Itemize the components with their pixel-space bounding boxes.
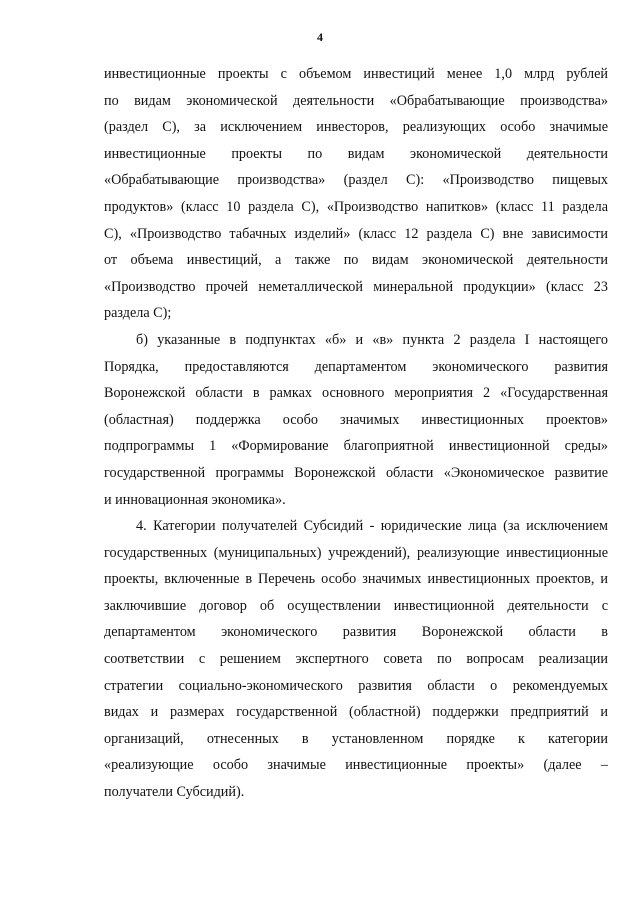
text-line: и инновационная экономика».	[104, 491, 286, 508]
text-line: государственных (муниципальных) учреждений), реализующие инвестиционные	[104, 544, 608, 561]
text-line: видах и размерах государственной (областной) поддержки предприятий и	[104, 704, 608, 721]
text-line: Порядка, предоставляются департаментом экономического развития	[104, 358, 608, 375]
text-line: инвестиционные проекты с объемом инвестиций менее 1,0 млрд рублей	[104, 66, 608, 82]
text-line: (областная) поддержка особо значимых инвестиционных проектов»	[104, 411, 608, 428]
text-line: б) указанные в подпунктах «б» и «в» пункта 2 раздела I настоящего	[136, 331, 608, 348]
text-line: соответствии с решением экспертного совета по вопросам реализации	[104, 651, 608, 668]
text-line: стратегии социально-экономического развития области о рекомендуемых	[104, 677, 608, 694]
body-text	[104, 61, 608, 806]
text-line: 4. Категории получателей Субсидий - юридические лица (за исключением	[136, 518, 608, 535]
page-number: 4	[317, 30, 323, 44]
text-line: «Обрабатывающие производства» (раздел С): «Производство пищевых	[104, 172, 608, 189]
text-line: по видам экономической деятельности «Обрабатывающие производства»	[104, 92, 608, 109]
text-line: организаций, отнесенных в установленном порядке к категории	[104, 730, 608, 747]
text-line: раздела С);	[104, 305, 172, 322]
text-line: государственной программы Воронежской области «Экономическое развитие	[104, 464, 608, 481]
text-line: получатели Субсидий).	[104, 784, 245, 801]
text-line: Воронежской области в рамках основного мероприятия 2 «Государственная	[104, 385, 608, 402]
text-line: инвестиционные проекты по видам экономической деятельности	[104, 145, 608, 162]
text-line: департаментом экономического развития Воронежской области в	[104, 624, 608, 641]
text-line: продуктов» (класс 10 раздела С), «Производство напитков» (класс 11 раздела	[104, 198, 608, 215]
text-line: (раздел С), за исключением инвесторов, реализующих особо значимые	[104, 119, 608, 136]
text-line: «реализующие особо значимые инвестиционные проекты» (далее –	[104, 757, 608, 774]
text-line: от объема инвестиций, а также по видам экономической деятельности	[104, 252, 608, 269]
text-line: заключившие договор об осуществлении инвестиционной деятельности с	[104, 597, 608, 614]
text-line: проекты, включенные в Перечень особо значимых инвестиционных проектов, и	[104, 571, 608, 588]
text-line: подпрограммы 1 «Формирование благоприятной инвестиционной среды»	[104, 438, 608, 455]
text-line: «Производство прочей неметаллической минеральной продукции» (класс 23	[104, 278, 608, 295]
text-line: С), «Производство табачных изделий» (класс 12 раздела С) вне зависимости	[104, 225, 608, 242]
